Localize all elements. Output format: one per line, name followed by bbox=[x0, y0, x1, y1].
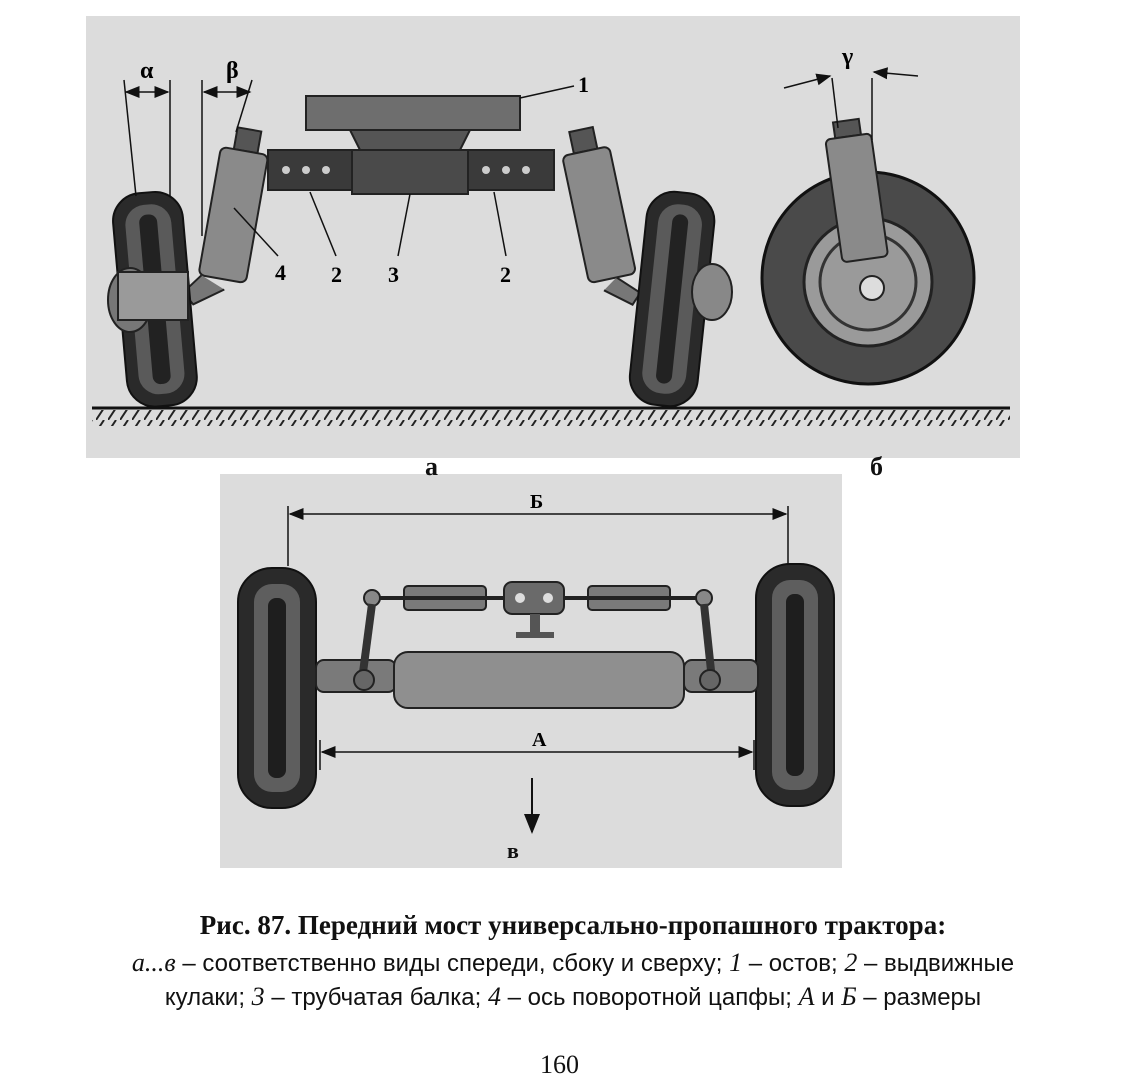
callout-2-right: 2 bbox=[500, 262, 511, 287]
leader-3 bbox=[398, 194, 410, 256]
side-view bbox=[762, 44, 974, 384]
page-number: 160 bbox=[540, 1050, 579, 1079]
beta-symbol: β bbox=[226, 58, 239, 84]
kingpin-left bbox=[181, 123, 272, 313]
callout-4: 4 bbox=[275, 260, 286, 285]
angle-alpha bbox=[124, 58, 170, 196]
sliding-knuckle-left bbox=[268, 150, 352, 190]
spindle-right bbox=[684, 660, 758, 692]
caption-ref-3: 3 bbox=[251, 982, 265, 1011]
hub-right bbox=[692, 264, 732, 320]
subfigure-label-c: в bbox=[507, 838, 519, 863]
tubular-beam bbox=[352, 150, 468, 194]
top-wheel-right bbox=[756, 564, 834, 806]
sliding-knuckle-right bbox=[468, 150, 554, 190]
caption-text: – соответственно виды спереди, сбоку и сверху; bbox=[175, 950, 730, 977]
top-view bbox=[238, 491, 834, 832]
caption-line-2 bbox=[0, 982, 1146, 1012]
caption-text: кулаки; bbox=[164, 984, 252, 1011]
caption-ref-a: А bbox=[798, 982, 815, 1011]
frame-body bbox=[306, 96, 520, 130]
leader-2-left bbox=[310, 192, 336, 256]
leader-2-right bbox=[494, 192, 506, 256]
dim-b-label: Б bbox=[530, 491, 544, 513]
subfigure-label-b: б bbox=[870, 452, 883, 481]
caption-text: – трубчатая балка; bbox=[264, 984, 488, 1011]
callout-1: 1 bbox=[578, 72, 589, 97]
ground-hatch bbox=[92, 410, 1010, 426]
side-hub bbox=[860, 276, 884, 300]
top-wheel-left bbox=[238, 568, 316, 808]
hub-flange-left bbox=[118, 272, 188, 320]
leader-1 bbox=[520, 86, 574, 98]
gamma-symbol: γ bbox=[842, 44, 854, 70]
caption-text: – выдвижные bbox=[857, 950, 1015, 977]
caption-title: Рис. 87. Передний мост универсально-пропашного трактора: bbox=[199, 910, 947, 940]
caption-ref-views: а...в bbox=[131, 948, 176, 977]
alpha-symbol: α bbox=[140, 58, 154, 84]
callout-2-left: 2 bbox=[331, 262, 342, 287]
callout-3: 3 bbox=[388, 262, 399, 287]
top-tubular-beam bbox=[394, 652, 684, 708]
caption-text: и bbox=[814, 984, 842, 1011]
caption-ref-1: 1 bbox=[729, 948, 743, 977]
caption-ref-b: Б bbox=[841, 982, 857, 1011]
caption-line-1 bbox=[0, 948, 1146, 978]
dim-a-label: А bbox=[532, 729, 547, 751]
caption-text: – ось поворотной цапфы; bbox=[500, 984, 799, 1011]
caption-text: – остов; bbox=[742, 950, 845, 977]
kingpin-right bbox=[558, 125, 643, 313]
caption-text: – размеры bbox=[856, 984, 982, 1011]
caption-ref-2: 2 bbox=[844, 948, 858, 977]
caption-ref-4: 4 bbox=[487, 982, 501, 1011]
subfigure-label-a: а bbox=[425, 452, 438, 481]
